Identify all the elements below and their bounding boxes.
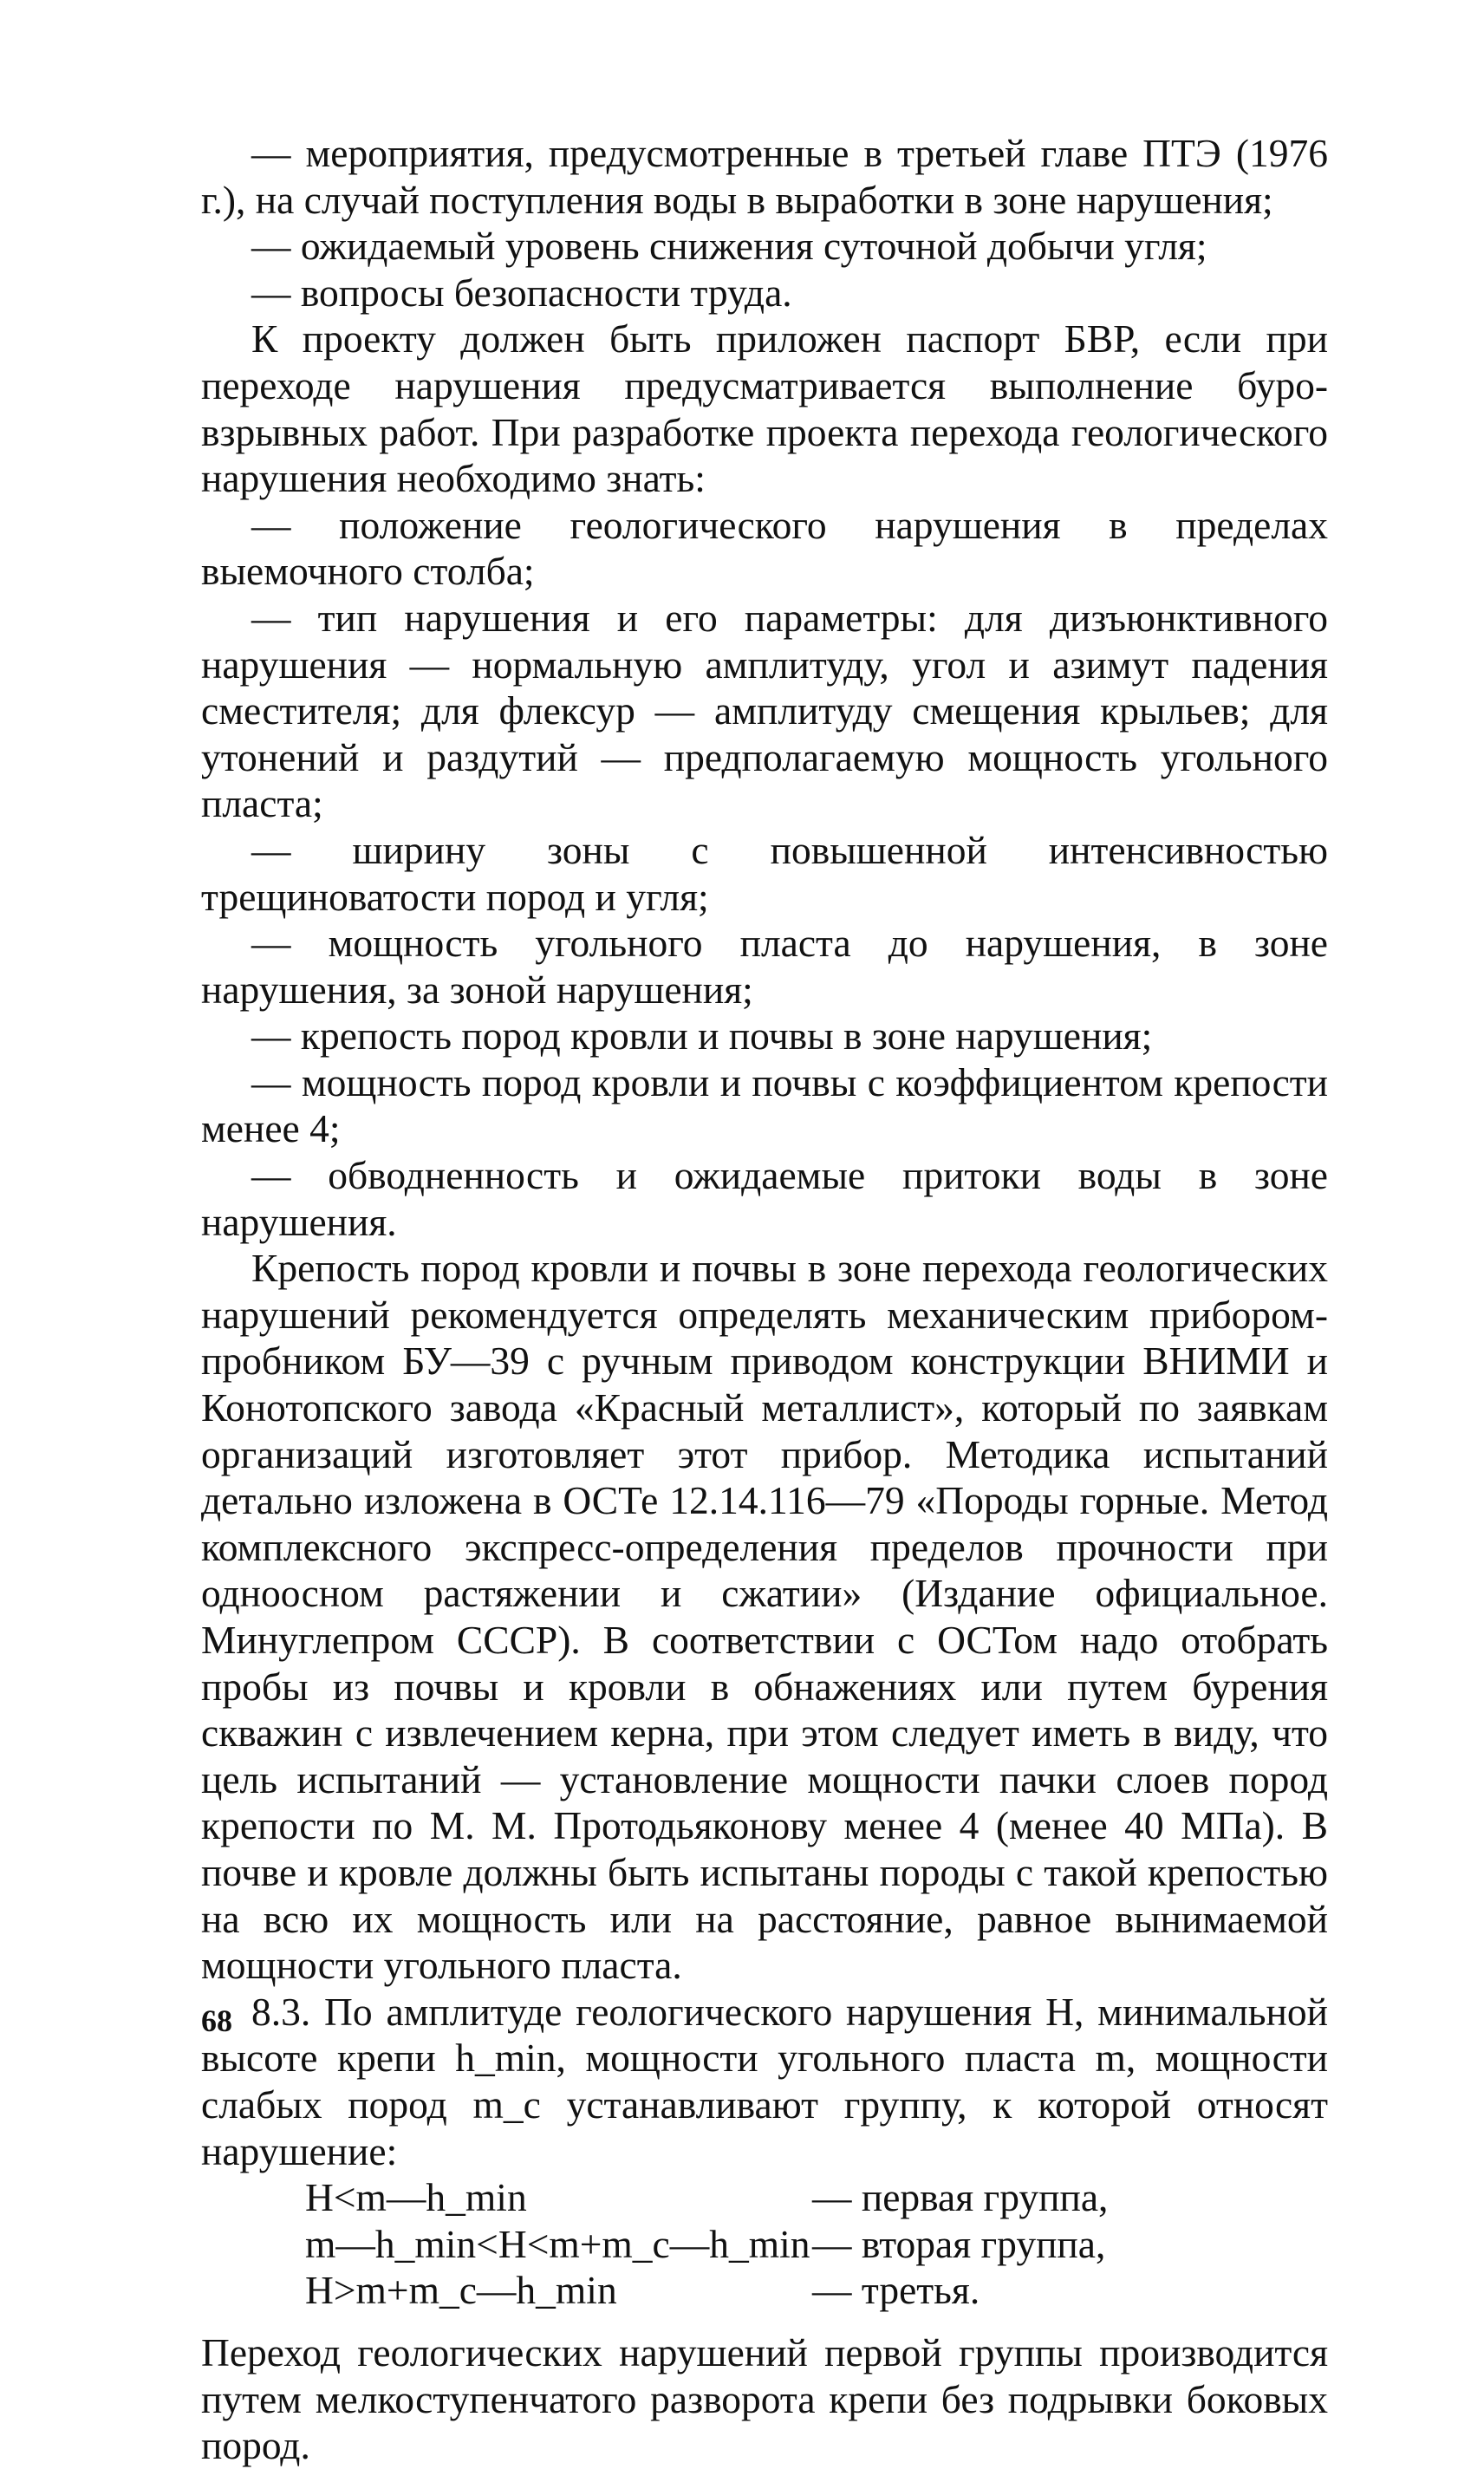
paragraph-coal-output: — ожидаемый уровень снижения суточной добычи угля; [251, 224, 1207, 269]
paragraph-strength-testing: Крепость пород кровли и почвы в зоне перехода геологических нарушений рекомендуется определять механическим прибором-пробником БУ—39 с ручным приводом конструкции ВНИМИ и Конотопского завода «Красный металлист», который по заявкам организаций изготовляет этот прибор. Методика испытаний детально изложена в ОСТе 12.14.116—79 «Породы горные. Метод комплексного экспресс-определения пределов прочности при одноосном растяжении и сжатии» (Издание официальное. Минуглепром СССР). В соответствии с ОСТом надо отобрать пробы из почвы и кровли в обнажениях или путем бурения скважин с извлечением керна, при этом следует иметь в виду, что цель испытаний — установление мощности пачки слоев пород крепости по М. М. Протодьяконову менее 4 (менее 40 МПа). В почве и кровле должны быть испытаны породы с такой крепостью на всю их мощность или на расстояние, равное вынимаемой мощности угольного пласта. [201, 1246, 1328, 1988]
paragraph-safety: — вопросы безопасности труда. [251, 270, 792, 315]
paragraph-seam-thickness: — мощность угольного пласта до нарушения, в зоне нарушения, за зоной нарушения; [201, 921, 1328, 1012]
formula-group-2-label: — вторая группа, [812, 2221, 1106, 2266]
paragraph-fracture-zone: — ширину зоны с повышенной интенсивностью трещиноватости пород и угля; [201, 827, 1328, 919]
formula-group-3-label: — третья. [812, 2268, 980, 2313]
paragraph-rock-strength: — крепость пород кровли и почвы в зоне нарушения; [251, 1013, 1153, 1059]
page-body [201, 130, 1328, 2469]
paragraph-section-8-3: 8.3. По амплитуде геологического нарушения H, минимальной высоте крепи h_min, мощности угольного пласта m, мощности слабых пород m_c устанавливают группу, к которой относят нарушение: [201, 1989, 1328, 2173]
paragraph-closing: Переход геологических нарушений первой группы производится путем мелкоступенчатого разворота крепи без подрывки боковых пород. [201, 2329, 1328, 2468]
group-formulas [305, 2174, 1328, 2314]
formula-group-2: m—h_min<H<m+m_c—h_min [305, 2221, 810, 2266]
paragraph-disturbance-position: — положение геологического нарушения в пределах выемочного столба; [201, 502, 1328, 594]
book-page [201, 130, 1328, 2468]
paragraph-disturbance-type: — тип нарушения и его параметры: для дизъюнктивного нарушения — нормальную амплитуду, угол и азимут падения сместителя; для флексур — амплитуду смещения крыльев; для утонений и раздутий — предполагаемую мощность угольного пласта; [201, 595, 1328, 826]
page-number: 68 [201, 2003, 232, 2038]
formula-group-3: H>m+m_c—h_min [305, 2268, 617, 2313]
formula-group-1: H<m—h_min [305, 2175, 527, 2220]
paragraph-measures: — мероприятия, предусмотренные в третьей главе ПТЭ (1976 г.), на случай поступления воды в выработки в зоне нарушения; [201, 131, 1328, 222]
paragraph-weak-rock-thickness: — мощность пород кровли и почвы с коэффициентом крепости менее 4; [201, 1059, 1328, 1151]
formula-group-1-label: — первая группа, [812, 2175, 1109, 2220]
paragraph-water-inflow: — обводненность и ожидаемые притоки воды в зоне нарушения. [201, 1153, 1328, 1244]
paragraph-bvr-passport: К проекту должен быть приложен паспорт БВР, если при переходе нарушения предусматривается выполнение буро-взрывных работ. При разработке проекта перехода геологического нарушения необходимо знать: [201, 316, 1328, 501]
